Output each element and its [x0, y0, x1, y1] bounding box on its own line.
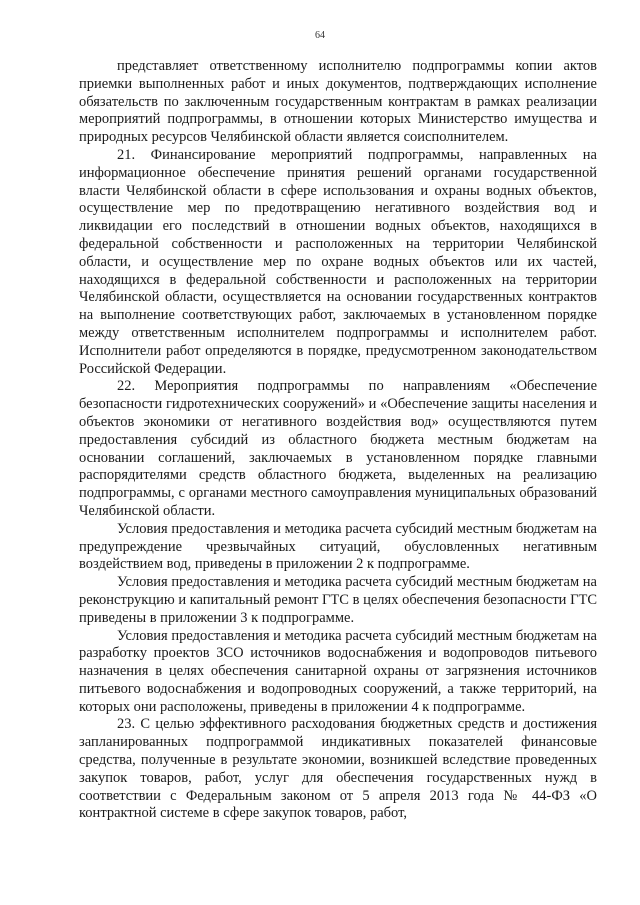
paragraph-subsidy-appendix-4: Условия предоставления и методика расчета субсидий местным бюджетам на разработку проектов ЗСО источников водоснабжения и водопроводов питьевого назначения в целях обеспечения санитарной охраны от загрязнения источников питьевого водоснабжения и водопроводных сооружений, а также территорий, на которых они расположены, приведены в приложении 4 к подпрограмме.	[79, 627, 597, 715]
document-body	[79, 58, 597, 823]
paragraph-subsidy-appendix-2: Условия предоставления и методика расчета субсидий местным бюджетам на предупреждение чрезвычайных ситуаций, обусловленных негативным воздействием вод, приведены в приложении 2 к подпрограмме.	[79, 520, 597, 573]
paragraph-23: 23. С целью эффективного расходования бюджетных средств и достижения запланированных подпрограммой индикативных показателей финансовые средства, полученные в результате экономии, возникшей вследствие проведенных закупок товаров, работ, услуг для обеспечения государственных нужд в соответствии с Федеральным законом от 5 апреля 2013 года № 44-ФЗ «О контрактной системе в сфере закупок товаров, работ,	[79, 716, 597, 822]
paragraph-21: 21. Финансирование мероприятий подпрограммы, направленных на информационное обеспечение принятия решений органами государственной власти Челябинской области в сфере использования и охраны водных объектов, осуществление мер по предотвращению негативного воздействия вод и ликвидации его последствий в отношении водных объектов, находящихся в федеральной собственности и расположенных на территории Челябинской области, и осуществление мер по охране водных объектов или их частей, находящихся в федеральной собственности и расположенных на территории Челябинской области, осуществляется на основании государственных контрактов на выполнение соответствующих работ, заключаемых в установленном порядке между ответственным исполнителем подпрограммы и исполнителем работ. Исполнители работ определяются в порядке, предусмотренном законодательством Российской Федерации.	[79, 146, 597, 377]
paragraph-subsidy-appendix-3: Условия предоставления и методика расчета субсидий местным бюджетам на реконструкцию и капитальный ремонт ГТС в целях обеспечения безопасности ГТС приведены в приложении 3 к подпрограмме.	[79, 574, 597, 626]
paragraph-22: 22. Мероприятия подпрограммы по направлениям «Обеспечение безопасности гидротехнических сооружений» и «Обеспечение защиты населения и объектов экономики от негативного воздействия вод» осуществляются путем предоставления субсидий из областного бюджета местным бюджетам на основании соглашений, заключаемых в установленном порядке главными распорядителями средств областного бюджета, выделенных на реализацию подпрограммы, с органами местного самоуправления муниципальных образований Челябинской области.	[79, 378, 597, 519]
page-number: 64	[315, 30, 325, 41]
paragraph-continuation: представляет ответственному исполнителю подпрограммы копии актов приемки выполненных работ и иных документов, подтверждающих исполнение обязательств по заключенным государственным контрактам в рамках реализации мероприятий подпрограммы, в отношении которых Министерство имущества и природных ресурсов Челябинской области является соисполнителем.	[79, 58, 597, 146]
